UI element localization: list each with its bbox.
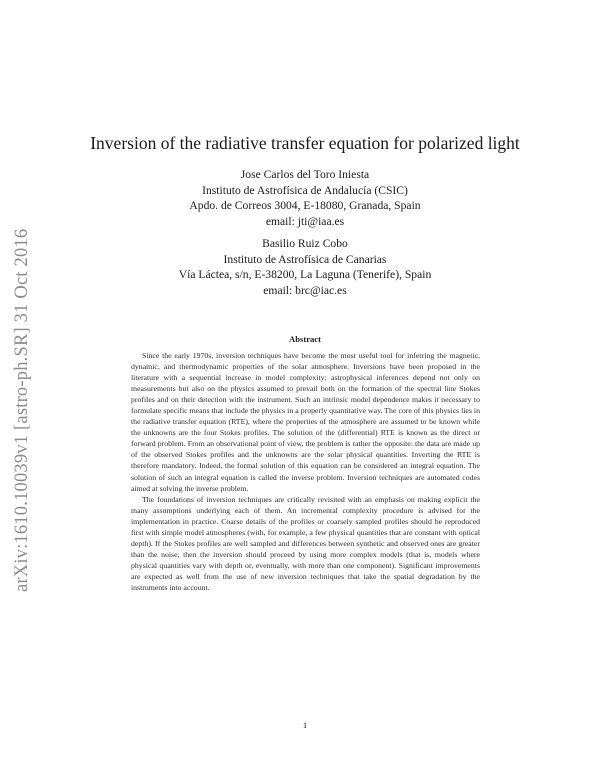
author-name: Jose Carlos del Toro Iniesta: [240, 168, 370, 181]
paper-title: Inversion of the radiative transfer equation for polarized light: [90, 133, 520, 153]
page-number: 1: [302, 720, 308, 730]
abstract-body: [131, 350, 480, 593]
abstract-paragraph-2: The foundations of inversion techniques are critically revisited with an emphasis on making explicit the many assumptions underlying each of them. An incremental complexity procedure is advised for the implementation in practice. Coarse details of the profiles or coarsely sampled profiles should be reproduced first with simple model atmospheres (with, for example, a few physical quantities that are constant with optical depth). If the Stokes profiles are well sampled and differences between synthetic and observed ones are greater than the noise, then the inversion should proceed by using more complex models (that is, models where physical quantities vary with depth or, eventually, with more than one component). Significant improvements are expected as well from the use of new inversion techniques that take the spatial degradation by the instruments into account.: [131, 494, 480, 592]
author-address: Apdo. de Correos 3004, E-18080, Granada, Spain: [189, 199, 421, 212]
author-email: email: jti@iaa.es: [265, 214, 345, 228]
abstract-heading: Abstract: [289, 334, 321, 344]
author-affiliation: Instituto de Astrofísica de Canarias: [223, 252, 387, 266]
author-block-1: [100, 167, 510, 229]
author-address: Vía Láctea, s/n, E-38200, La Laguna (Tenerife), Spain: [178, 268, 432, 281]
arxiv-identifier-text: arXiv:1610.10039v1 [astro-ph.SR] 31 Oct 2016: [12, 228, 32, 592]
author-affiliation: Instituto de Astrofísica de Andalucía (CSIC): [202, 183, 408, 197]
author-email: email: brc@iac.es: [263, 283, 347, 297]
abstract-paragraph-1: Since the early 1970s, inversion techniques have become the most useful tool for inferring the magnetic, dynamic, and thermodynamic properties of the solar atmosphere. Inversions have been proposed in the literature with a sequential increase in model complexity: astrophysical inferences depend not only on measurements but also on the physics assumed to prevail both on the formation of the spectral line Stokes profiles and on their detection with the instrument. Such an intrinsic model dependence makes it necessary to formulate specific means that include the physics in a properly quantitative way. The core of this physics lies in the radiative transfer equation (RTE), where the properties of the atmosphere are assumed to be known while the unknowns are the four Stokes profiles. The solution of the (differential) RTE is known as the direct or forward problem. From an observational point of view, the problem is rather the opposite: the data are made up of the observed Stokes profiles and the unknowns are the solar physical quantities. Inverting the RTE is therefore mandatory. Indeed, the formal solution of this equation can be considered an integral equation. The solution of such an integral equation is called the inverse problem. Inversion techniques are automated codes aimed at solving the inverse problem.: [131, 351, 480, 493]
arxiv-identifier-stamp: [6, 172, 38, 592]
author-name: Basilio Ruiz Cobo: [262, 237, 348, 250]
author-block-2: [100, 236, 510, 298]
